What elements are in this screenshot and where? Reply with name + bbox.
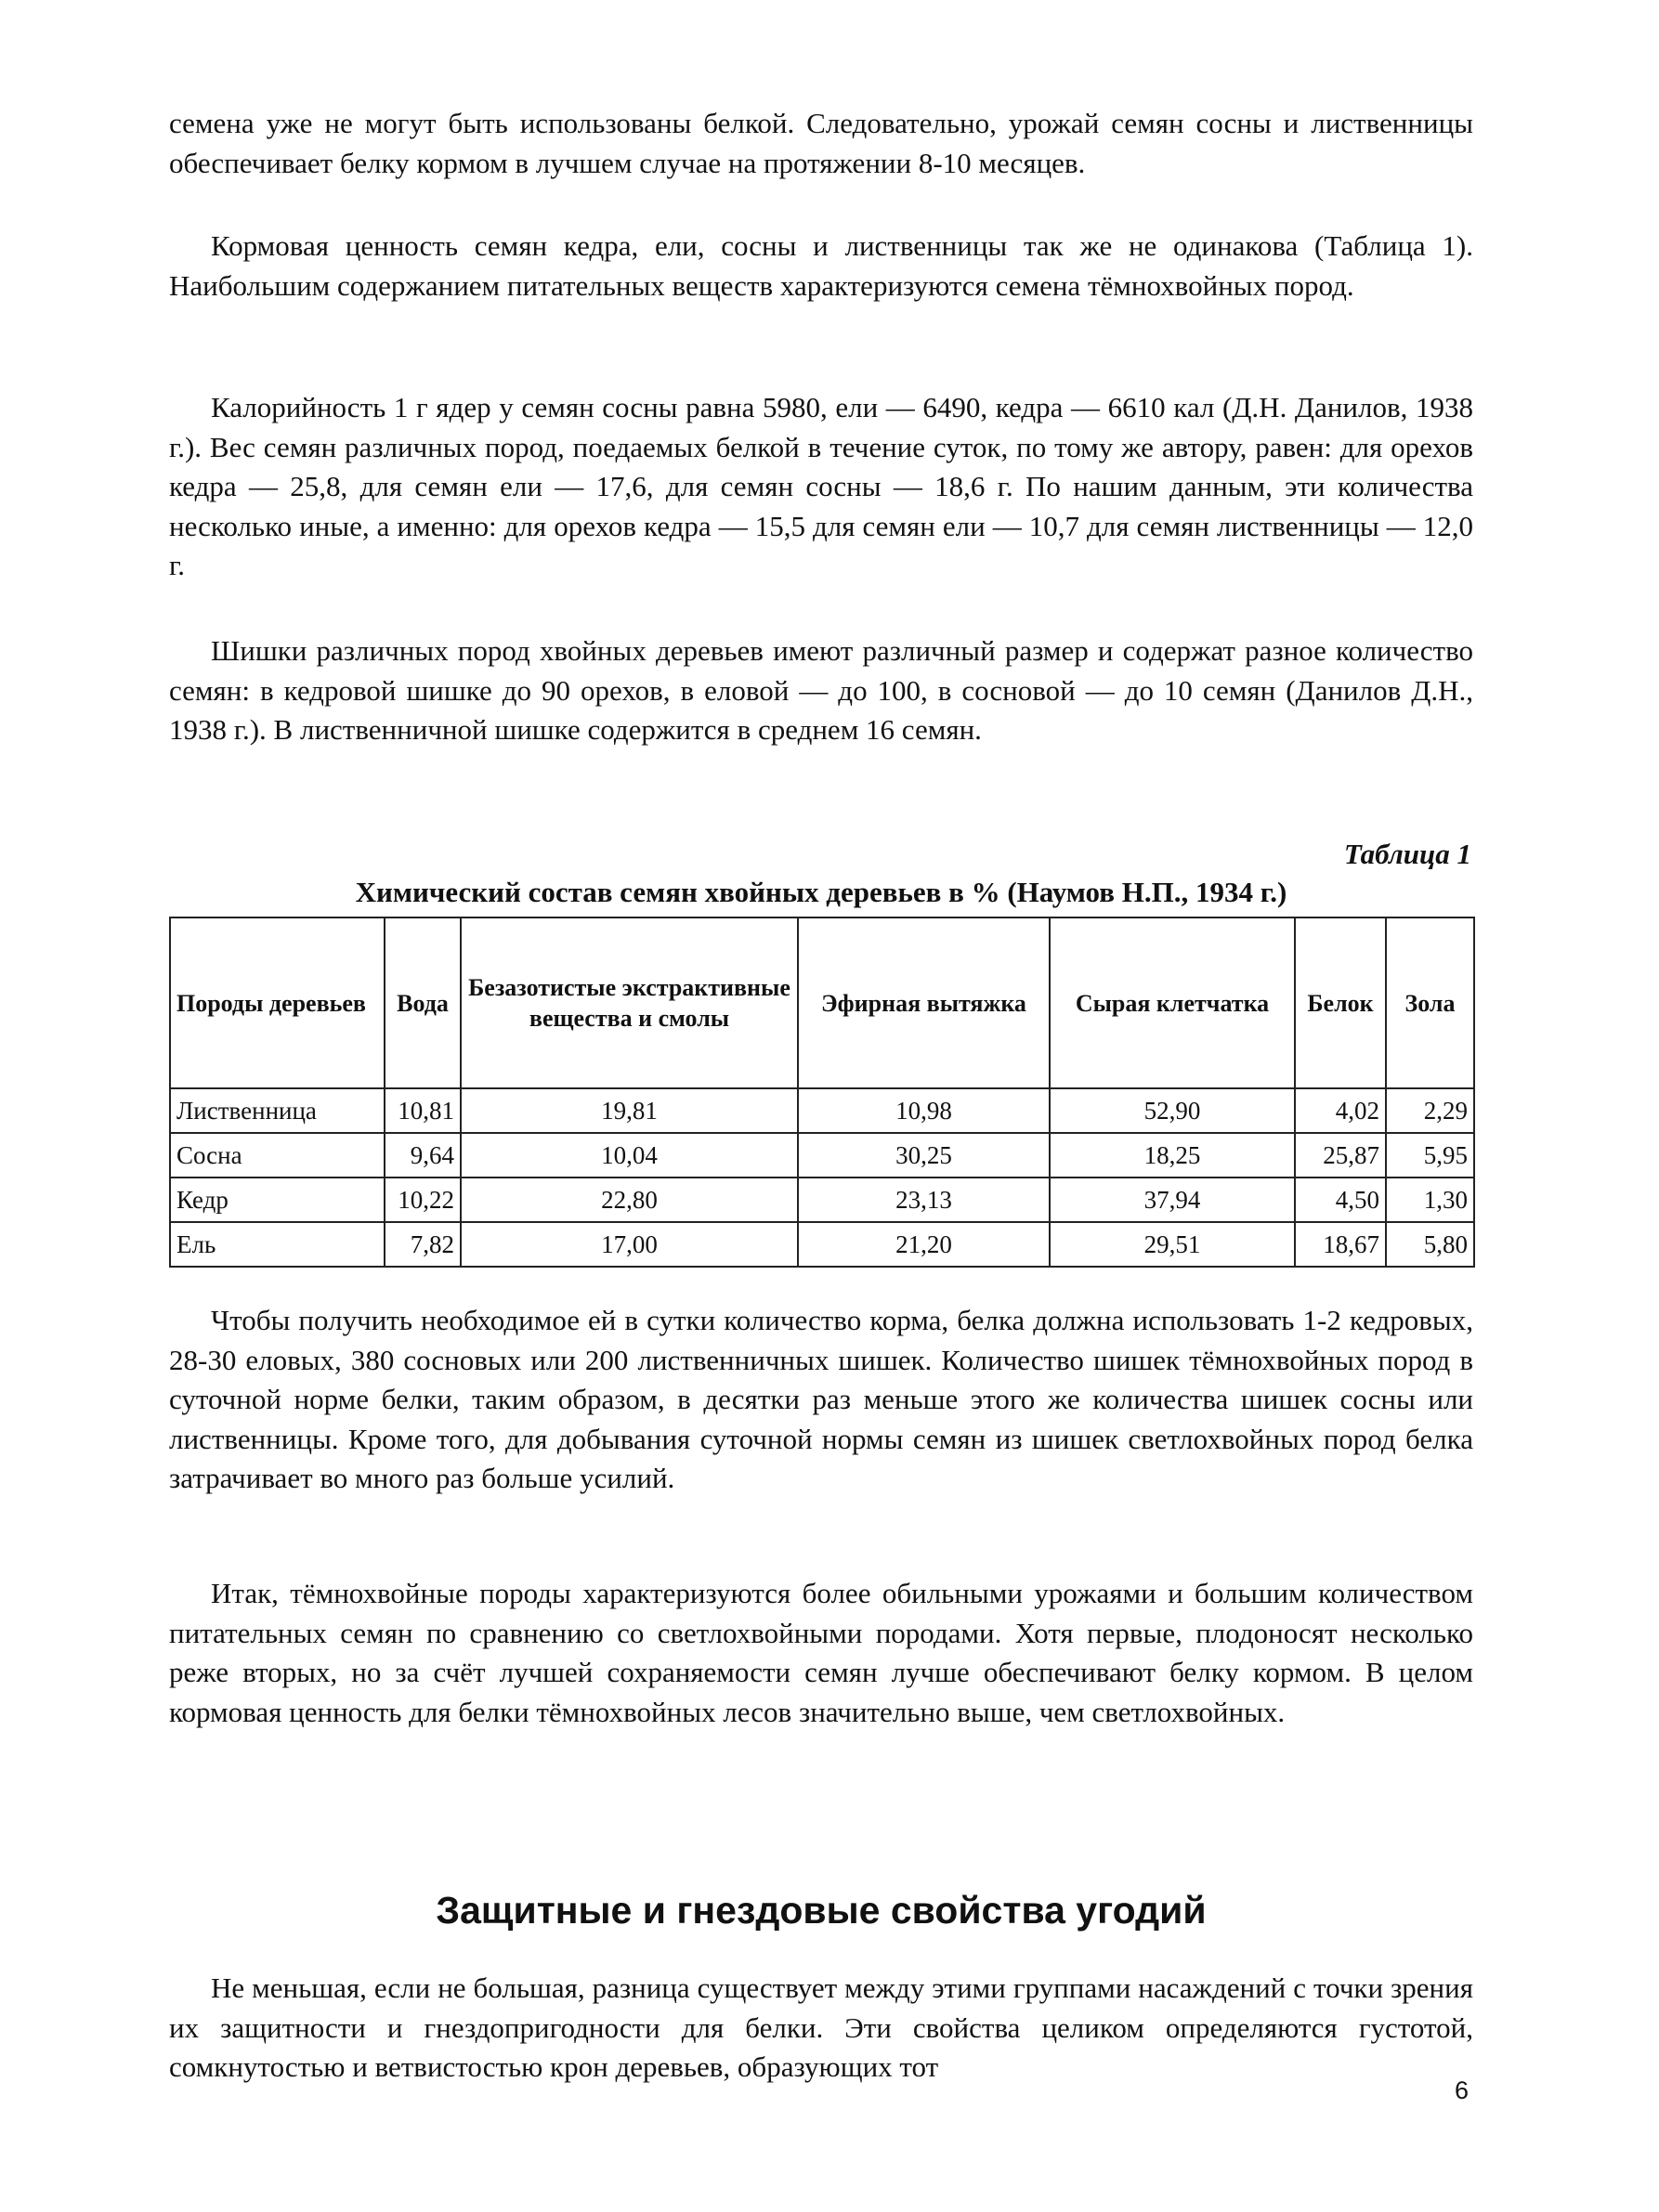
cell-water: 10,81: [385, 1088, 461, 1133]
chemical-composition-table: [169, 917, 1475, 1268]
cell-ash: 1,30: [1386, 1178, 1474, 1222]
paragraph-5: Чтобы получить необходимое ей в сутки количество корма, белка должна использовать 1-2 кедровых, 28-30 еловых, 380 сосновых или 200 лиственничных шишек. Количество шишек тёмнохвойных пород в суточной норме белки, таким образом, в десятки раз меньше этого же количества шишек сосны или лиственницы. Кроме того, для добывания суточной нормы семян из шишек светлохвойных пород белка затрачивает во много раз больше усилий.: [169, 1304, 1473, 1494]
cell-ether: 30,25: [798, 1133, 1050, 1178]
cell-fiber: 18,25: [1050, 1133, 1295, 1178]
paragraph-2: Кормовая ценность семян кедра, ели, сосны и лиственницы так же не одинакова (Таблица 1). Наибольшим содержанием питательных веществ характеризуются семена тёмнохвойных пород.: [169, 229, 1473, 302]
paragraph-7: Не меньшая, если не большая, разница существует между этими группами насаждений с точки зрения их защитности и гнездопригодности для белки. Эти свойства целиком определяются густотой, сомкнутостью и ветвистостью крон деревьев, образующих тот: [169, 1971, 1473, 2083]
paragraph-6: Итак, тёмнохвойные породы характеризуются более обильными урожаями и большим количеством питательных семян по сравнению со светлохвойными породами. Хотя первые, плодоносят несколько реже вторых, но за счёт лучшей сохраняемости семян лучше обеспечивают белку кормом. В целом кормовая ценность для белки тёмнохвойных лесов значительно выше, чем светлохвойных.: [169, 1577, 1473, 1728]
cell-ash: 5,95: [1386, 1133, 1474, 1178]
cell-fiber: 52,90: [1050, 1088, 1295, 1133]
cell-fiber: 37,94: [1050, 1178, 1295, 1222]
header-ash: Зола: [1386, 917, 1474, 1088]
cell-protein: 4,02: [1295, 1088, 1386, 1133]
cell-species: Кедр: [170, 1178, 385, 1222]
header-crude-fiber: Сырая клетчатка: [1050, 917, 1295, 1088]
cell-extract: 17,00: [461, 1222, 798, 1267]
header-protein: Белок: [1295, 917, 1386, 1088]
cell-protein: 4,50: [1295, 1178, 1386, 1222]
table-title: Химический состав семян хвойных деревьев в % (Наумов Н.П., 1934 г.): [355, 876, 1287, 908]
cell-water: 7,82: [385, 1222, 461, 1267]
cell-ether: 23,13: [798, 1178, 1050, 1222]
cell-water: 10,22: [385, 1178, 461, 1222]
cell-ether: 21,20: [798, 1222, 1050, 1267]
header-water: Вода: [385, 917, 461, 1088]
cell-species: Сосна: [170, 1133, 385, 1178]
section-heading: Защитные и гнездовые свойства угодий: [436, 1889, 1207, 1932]
table-row: [170, 1178, 1474, 1222]
cell-ether: 10,98: [798, 1088, 1050, 1133]
cell-species: Ель: [170, 1222, 385, 1267]
cell-species: Лиственница: [170, 1088, 385, 1133]
paragraph-1: семена уже не могут быть использованы белкой. Следовательно, урожай семян сосны и лиственницы обеспечивает белку кормом в лучшем случае на протяжении 8-10 месяцев.: [169, 107, 1473, 179]
cell-extract: 22,80: [461, 1178, 798, 1222]
cell-extract: 19,81: [461, 1088, 798, 1133]
table-row: [170, 1222, 1474, 1267]
header-ether-extract: Эфирная вытяжка: [798, 917, 1050, 1088]
paragraph-3: Калорийность 1 г ядер у семян сосны равна 5980, ели — 6490, кедра — 6610 кал (Д.Н. Данилов, 1938 г.). Вес семян различных пород, поедаемых белкой в течение суток, по тому же автору, равен: для орехов кедра — 25,8, для семян ели — 17,6, для семян сосны — 18,6 г. По нашим данным, эти количества несколько иные, а именно: для орехов кедра — 15,5 для семян ели — 10,7 для семян лиственницы — 12,0 г.: [169, 391, 1473, 581]
cell-protein: 25,87: [1295, 1133, 1386, 1178]
cell-fiber: 29,51: [1050, 1222, 1295, 1267]
cell-ash: 5,80: [1386, 1222, 1474, 1267]
page-number: 6: [1454, 2076, 1469, 2104]
cell-extract: 10,04: [461, 1133, 798, 1178]
header-nitrogen-free-extract: Безазотистые экстрактивные вещества и смолы: [461, 917, 798, 1088]
table-header-row: [170, 917, 1474, 1088]
paragraph-4: Шишки различных пород хвойных деревьев имеют различный размер и содержат разное количество семян: в кедровой шишке до 90 орехов, в еловой — до 100, в сосновой — до 10 семян (Данилов Д.Н., 1938 г.). В лиственничной шишке содержится в среднем 16 семян.: [169, 634, 1473, 746]
cell-protein: 18,67: [1295, 1222, 1386, 1267]
cell-ash: 2,29: [1386, 1088, 1474, 1133]
table-row: [170, 1133, 1474, 1178]
cell-water: 9,64: [385, 1133, 461, 1178]
table-number: Таблица 1: [1343, 838, 1471, 870]
table-row: [170, 1088, 1474, 1133]
header-tree-species: Породы дерев‌ьев: [170, 917, 385, 1088]
